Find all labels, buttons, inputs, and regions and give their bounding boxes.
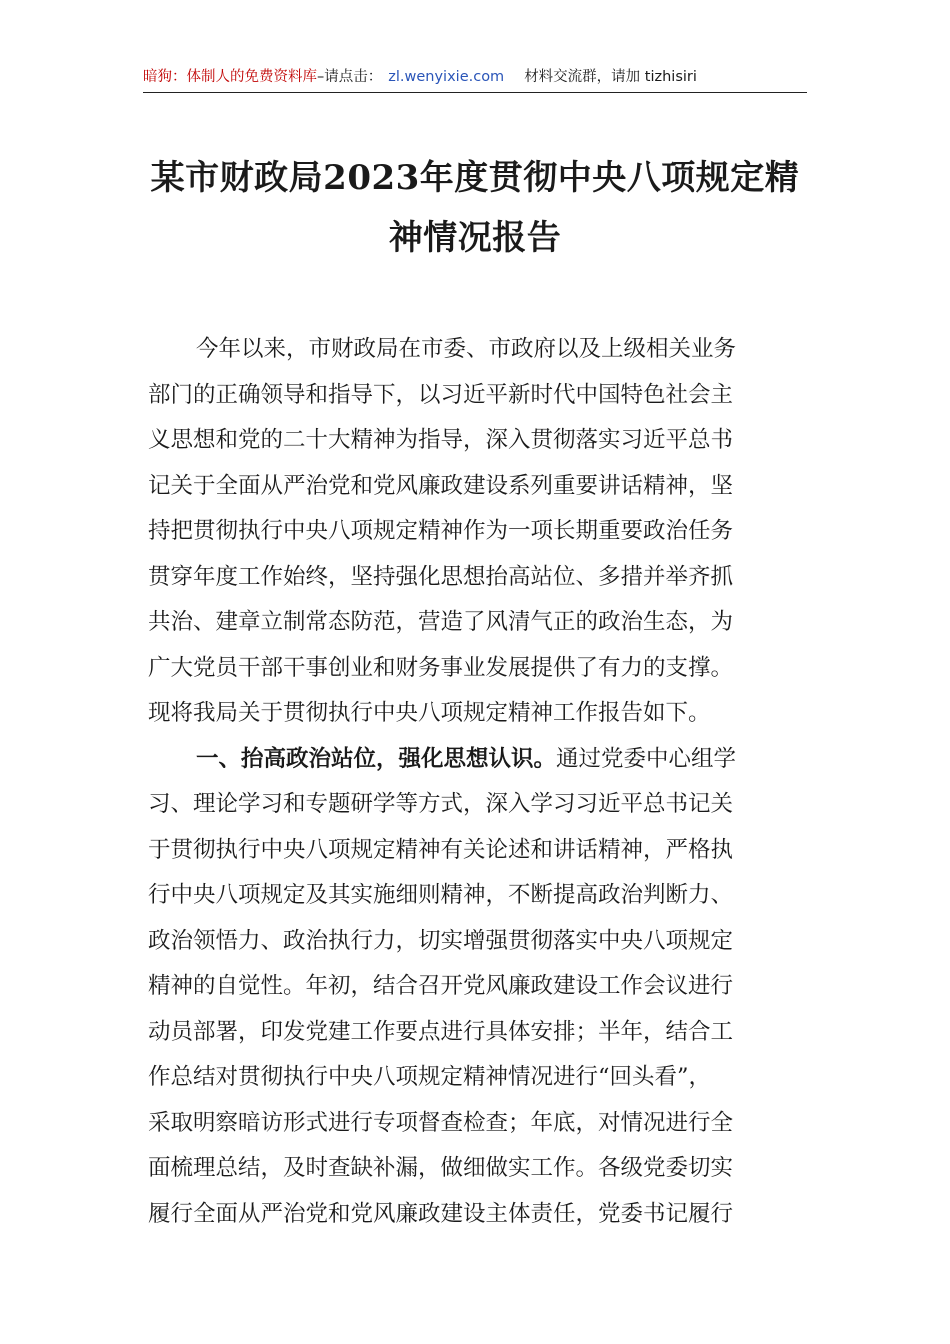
paragraph-line: 贯穿年度工作始终，坚持强化思想抬高站位、多措并举齐抓: [148, 563, 734, 590]
section-heading: 一、抬高政治站位，强化思想认识。: [196, 745, 557, 772]
paragraph-line: 习、理论学习和专题研学等方式，深入学习习近平总书记关: [148, 791, 734, 817]
header-brand: 暗狗：体制人的免费资料库: [143, 69, 317, 85]
header-link[interactable]: zl.wenyixie.com: [388, 69, 505, 85]
paragraph-line: 面梳理总结，及时查缺补漏，做细做实工作。各级党委切实: [148, 1155, 734, 1181]
paragraph-line: 采取明察暗访形式进行专项督查检查；年底，对情况进行全: [148, 1109, 734, 1136]
paragraph-line: 持把贯彻执行中央八项规定精神作为一项长期重要政治任务: [148, 518, 734, 544]
title-line: 神情况报告: [388, 218, 562, 258]
paragraph-line: 作总结对贯彻执行中央八项规定精神情况进行“回头看”，: [148, 1064, 712, 1090]
header-contact: 材料交流群，请加 tizhisiri: [524, 69, 697, 85]
paragraph-line: 部门的正确领导和指导下，以习近平新时代中国特色社会主: [148, 381, 734, 408]
paragraph-line: 共治、建章立制常态防范，营造了风清气正的政治生态，为: [148, 609, 734, 635]
section-text: 通过党委中心组学: [556, 745, 737, 772]
paragraph-line: 精神的自觉性。年初，结合召开党风廉政建设工作会议进行: [148, 973, 734, 999]
paragraph-line: 履行全面从严治党和党风廉政建设主体责任，党委书记履行: [148, 1200, 734, 1227]
title-line: 某市财政局2023年度贯彻中央八项规定精: [150, 158, 800, 198]
section-heading-line: [148, 737, 808, 783]
paragraph-line: 广大党员干部干事创业和财务事业发展提供了有力的支撑。: [148, 654, 734, 681]
header-prompt: –请点击：: [317, 69, 383, 85]
document-body: [148, 327, 808, 1237]
header-divider: [143, 92, 807, 93]
paragraph-line: 记关于全面从严治党和党风廉政建设系列重要讲话精神，坚: [148, 472, 734, 499]
paragraph-line: 动员部署，印发党建工作要点进行具体安排；半年，结合工: [148, 1018, 734, 1045]
paragraph-line: 行中央八项规定及其实施细则精神，不断提高政治判断力、: [148, 882, 734, 908]
paragraph-line: 现将我局关于贯彻执行中央八项规定精神工作报告如下。: [148, 700, 711, 726]
paragraph-line: 政治领悟力、政治执行力，切实增强贯彻落实中央八项规定: [148, 927, 734, 954]
paragraph-line: 义思想和党的二十大精神为指导，深入贯彻落实习近平总书: [148, 427, 734, 453]
paragraph-line: 今年以来，市财政局在市委、市政府以及上级相关业务: [196, 336, 737, 362]
document-title: [143, 148, 807, 268]
paragraph-line: 于贯彻执行中央八项规定精神有关论述和讲话精神，严格执: [148, 836, 734, 863]
page-header: [143, 66, 807, 88]
